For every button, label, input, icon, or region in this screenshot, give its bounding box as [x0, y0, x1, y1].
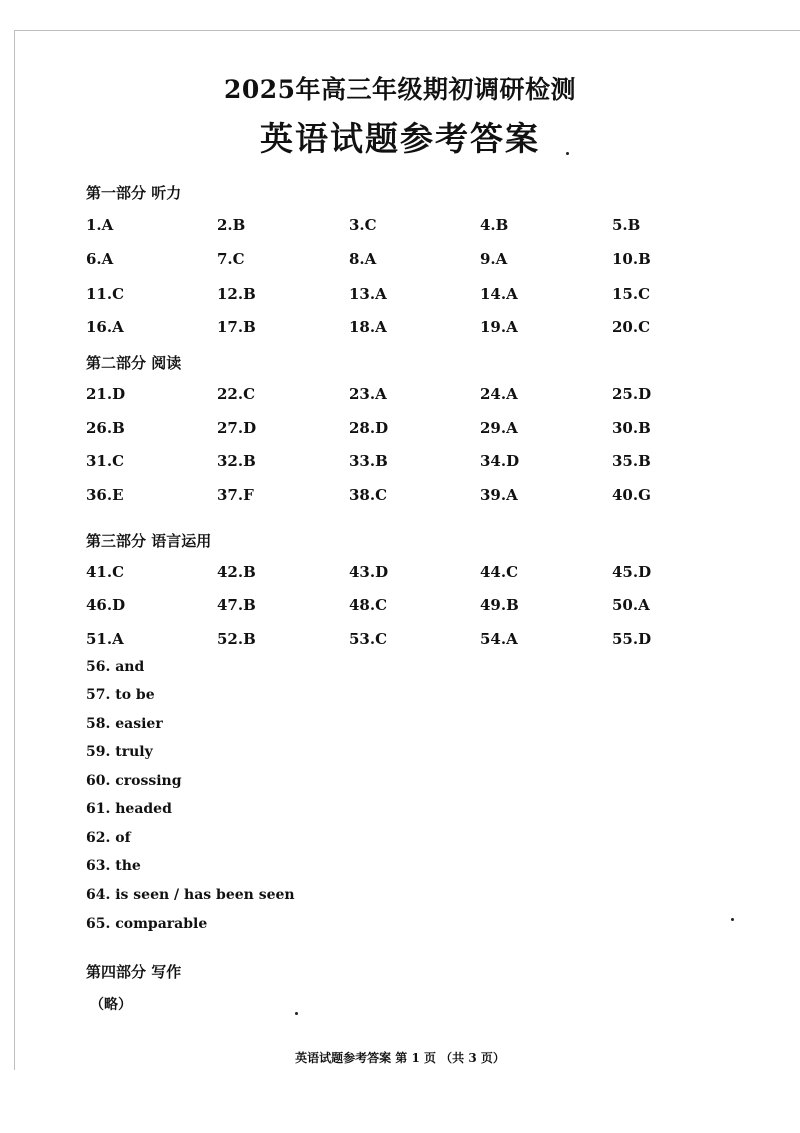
answer-cell: 9.A [480, 250, 508, 268]
answer-cell: 53.C [349, 630, 388, 648]
answer-cell: 15.C [612, 285, 651, 303]
answer-cell: 49.B [480, 596, 519, 614]
answer-cell: 5.B [612, 216, 641, 234]
answer-row [86, 385, 686, 407]
answer-cell: 24.A [480, 385, 518, 403]
answer-cell: 54.A [480, 630, 518, 648]
scan-speck [731, 918, 734, 921]
answer-row [86, 250, 686, 272]
fill-in-answer: 58. easier [86, 716, 163, 732]
fill-in-answer: 59. truly [86, 744, 153, 760]
answer-cell: 19.A [480, 318, 518, 336]
answer-cell: 40.G [612, 486, 651, 504]
answer-cell: 46.D [86, 596, 126, 614]
answer-cell: 44.C [480, 563, 519, 581]
answer-cell: 20.C [612, 318, 651, 336]
answer-cell: 55.D [612, 630, 652, 648]
answer-cell: 28.D [349, 419, 389, 437]
scan-speck [566, 152, 569, 155]
answer-cell: 17.B [217, 318, 256, 336]
answer-cell: 36.E [86, 486, 124, 504]
section-heading-language-use: 第三部分 语言运用 [86, 532, 212, 550]
answer-cell: 33.B [349, 452, 388, 470]
answer-cell: 7.C [217, 250, 245, 268]
answer-cell: 18.A [349, 318, 387, 336]
page-border-top [14, 30, 800, 31]
answer-cell: 26.B [86, 419, 125, 437]
answer-row [86, 452, 686, 474]
answer-cell: 30.B [612, 419, 651, 437]
answer-cell: 34.D [480, 452, 520, 470]
answer-cell: 45.D [612, 563, 652, 581]
answer-cell: 31.C [86, 452, 125, 470]
answer-row [86, 419, 686, 441]
answer-row [86, 596, 686, 618]
scan-speck [295, 1012, 298, 1015]
answer-cell: 37.F [217, 486, 254, 504]
document-subtitle: 英语试题参考答案 [260, 119, 540, 158]
answer-cell: 32.B [217, 452, 256, 470]
answer-cell: 29.A [480, 419, 518, 437]
answer-row [86, 318, 686, 340]
answer-cell: 21.D [86, 385, 126, 403]
page-border-left [14, 30, 15, 1070]
answer-cell: 6.A [86, 250, 114, 268]
answer-cell: 1.A [86, 216, 114, 234]
answer-row [86, 563, 686, 585]
answer-cell: 47.B [217, 596, 256, 614]
answer-cell: 51.A [86, 630, 124, 648]
answer-cell: 52.B [217, 630, 256, 648]
answer-row [86, 216, 686, 238]
answer-cell: 4.B [480, 216, 509, 234]
document-title: 2025年高三年级期初调研检测 [223, 75, 577, 104]
answer-cell: 42.B [217, 563, 256, 581]
answer-cell: 41.C [86, 563, 125, 581]
answer-cell: 13.A [349, 285, 387, 303]
answer-cell: 14.A [480, 285, 518, 303]
fill-in-answer: 56. and [86, 659, 145, 675]
answer-cell: 12.B [217, 285, 256, 303]
fill-in-answer: 62. of [86, 830, 131, 846]
answer-cell: 3.C [349, 216, 377, 234]
fill-in-answer: 65. comparable [86, 916, 208, 932]
fill-in-answer: 63. the [86, 858, 141, 874]
answer-cell: 43.D [349, 563, 389, 581]
answer-cell: 39.A [480, 486, 518, 504]
answer-cell: 27.D [217, 419, 257, 437]
answer-cell: 16.A [86, 318, 124, 336]
answer-cell: 48.C [349, 596, 388, 614]
answer-cell: 35.B [612, 452, 651, 470]
section-heading-reading: 第二部分 阅读 [86, 354, 182, 372]
answer-cell: 50.A [612, 596, 650, 614]
answer-cell: 11.C [86, 285, 125, 303]
answer-cell: 38.C [349, 486, 388, 504]
answer-cell: 8.A [349, 250, 377, 268]
fill-in-answer: 64. is seen / has been seen [86, 887, 295, 903]
fill-in-answer: 61. headed [86, 801, 172, 817]
page-footer: 英语试题参考答案 第 1 页 （共 3 页） [295, 1051, 505, 1065]
section-heading-listening: 第一部分 听力 [86, 184, 182, 202]
answer-row [86, 486, 686, 508]
answer-cell: 22.C [217, 385, 256, 403]
answer-cell: 2.B [217, 216, 246, 234]
answer-row [86, 630, 686, 652]
answer-row [86, 285, 686, 307]
fill-in-answer: 60. crossing [86, 773, 182, 789]
section-heading-writing: 第四部分 写作 [86, 963, 182, 981]
answer-cell: 25.D [612, 385, 652, 403]
answer-cell: 23.A [349, 385, 387, 403]
answer-cell: 10.B [612, 250, 651, 268]
writing-note: （略） [90, 997, 132, 1013]
fill-in-answer: 57. to be [86, 687, 155, 703]
